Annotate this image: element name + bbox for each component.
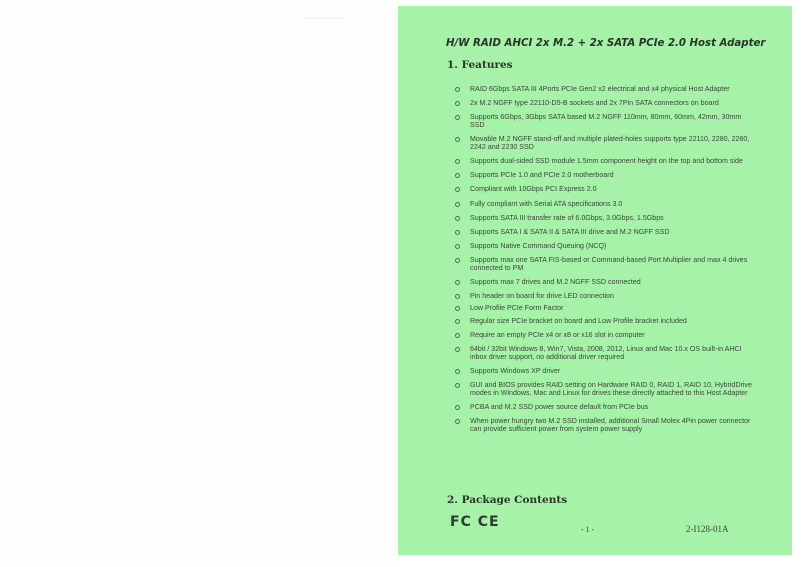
bullet-icon bbox=[455, 419, 460, 424]
page-number: - 1 - bbox=[581, 525, 595, 534]
feature-item bbox=[453, 418, 753, 433]
bullet-icon bbox=[455, 369, 460, 374]
document-code: 2-I128-01A bbox=[686, 524, 729, 534]
certification-logos: FC CE bbox=[450, 514, 500, 530]
feature-text: Supports Windows XP driver bbox=[470, 366, 561, 375]
feature-item bbox=[453, 201, 753, 209]
bullet-icon bbox=[455, 101, 460, 106]
feature-text: 2x M.2 NGFF type 22110-D5-B sockets and 2x 7Pin SATA connectors on board bbox=[470, 99, 719, 108]
bullet-icon bbox=[455, 319, 460, 324]
feature-item bbox=[453, 404, 753, 412]
feature-text: Supports max 7 drives and M.2 NGFF SSD connected bbox=[470, 278, 641, 287]
feature-item bbox=[453, 279, 753, 287]
feature-item bbox=[453, 86, 753, 94]
feature-text: Supports 6Gbps, 3Gbps SATA based M.2 NGFF 110mm, 80mm, 60mm, 42mm, 30mm SSD bbox=[470, 113, 742, 129]
feature-text: Supports PCIe 1.0 and PCIe 2.0 motherboard bbox=[470, 171, 614, 180]
feature-text: PCBA and M.2 SSD power source default from PCIe bus bbox=[470, 402, 649, 411]
bullet-icon bbox=[455, 280, 460, 285]
bullet-icon bbox=[455, 306, 460, 311]
feature-text: When power hungry two M.2 SSD installed, additional Small Molex 4Pin power connector can provide sufficient power from system power supply bbox=[470, 417, 751, 433]
package-contents-heading: 2. Package Contents bbox=[447, 494, 568, 506]
feature-item bbox=[453, 293, 753, 301]
left-blank-page bbox=[0, 0, 398, 567]
feature-text: RAID 6Gbps SATA III 4Ports PCIe Gen2 x2 electrical and x4 physical Host Adapter bbox=[470, 85, 730, 93]
feature-item bbox=[453, 172, 753, 180]
feature-text: Supports max one SATA FIS-based or Command-based Port Multiplier and max 4 drives connected to PM bbox=[470, 256, 748, 272]
feature-text: GUI and BIOS provides RAID setting on Hardware RAID 0, RAID 1, RAID 10, HybridDrive modes in Windows, Mac and Linux for drives these directly attached to this Host Adapter bbox=[470, 381, 752, 397]
bullet-icon bbox=[455, 405, 460, 410]
feature-text: 64bit / 32bit Windows 8, Win7, Vista, 2008, 2012, Linux and Mac 10.x OS built-in AHCI inbox driver support, no additional driver required bbox=[470, 345, 742, 361]
bullet-icon bbox=[455, 187, 460, 192]
feature-text: Compliant with 10Gbps PCI Express 2.0 bbox=[470, 185, 597, 194]
feature-text: Supports SATA I & SATA II & SATA III drive and M.2 NGFF SSD bbox=[470, 227, 670, 236]
feature-item bbox=[453, 100, 753, 108]
feature-text: Regular size PCIe bracket on board and Low Profile bracket included bbox=[470, 316, 687, 325]
feature-item bbox=[453, 215, 753, 223]
bullet-icon bbox=[455, 244, 460, 249]
bullet-icon bbox=[455, 137, 460, 142]
feature-item bbox=[453, 257, 753, 272]
feature-text: Supports SATA III transfer rate of 6.0Gbps, 3.0Gbps, 1.5Gbps bbox=[470, 213, 664, 222]
bullet-icon bbox=[455, 230, 460, 235]
bullet-icon bbox=[455, 383, 460, 388]
bullet-icon bbox=[455, 115, 460, 120]
feature-item bbox=[453, 368, 753, 376]
bullet-icon bbox=[455, 216, 460, 221]
document-title: H/W RAID AHCI 2x M.2 + 2x SATA PCIe 2.0 Host Adapter bbox=[446, 38, 766, 49]
feature-text: Movable M.2 NGFF stand-off and multiple plated-holes supports type 22110, 2280, 2260, 2242 and 2230 SSD bbox=[470, 135, 750, 151]
feature-item bbox=[453, 136, 753, 151]
bullet-icon bbox=[455, 202, 460, 207]
feature-text: Require an empty PCIe x4 or x8 or x16 slot in computer bbox=[470, 330, 645, 339]
bullet-icon bbox=[455, 87, 460, 92]
feature-item bbox=[453, 305, 753, 313]
bullet-icon bbox=[455, 258, 460, 263]
manual-page bbox=[398, 6, 792, 555]
feature-text: Supports Native Command Queuing (NCQ) bbox=[470, 242, 607, 251]
feature-item bbox=[453, 186, 753, 194]
feature-text: Fully compliant with Serial ATA specifications 3.0 bbox=[470, 199, 623, 208]
faint-bleed-mark bbox=[305, 18, 345, 29]
feature-item bbox=[453, 243, 753, 251]
feature-text: Low Profile PCIe Form Factor bbox=[470, 303, 564, 312]
bullet-icon bbox=[455, 333, 460, 338]
feature-text: Supports dual-sided SSD module 1.5mm component height on the top and bottom side bbox=[470, 156, 743, 165]
feature-item bbox=[453, 332, 753, 340]
feature-item bbox=[453, 114, 753, 129]
bullet-icon bbox=[455, 173, 460, 178]
feature-item bbox=[453, 229, 753, 237]
bullet-icon bbox=[455, 159, 460, 164]
bullet-icon bbox=[455, 294, 460, 299]
feature-item bbox=[453, 346, 753, 361]
feature-item bbox=[453, 382, 753, 397]
bullet-icon bbox=[455, 347, 460, 352]
feature-item bbox=[453, 318, 753, 326]
features-heading: 1. Features bbox=[447, 59, 513, 71]
features-list bbox=[453, 86, 753, 440]
feature-text: Pin header on board for drive LED connection bbox=[470, 292, 614, 301]
feature-item bbox=[453, 158, 753, 166]
